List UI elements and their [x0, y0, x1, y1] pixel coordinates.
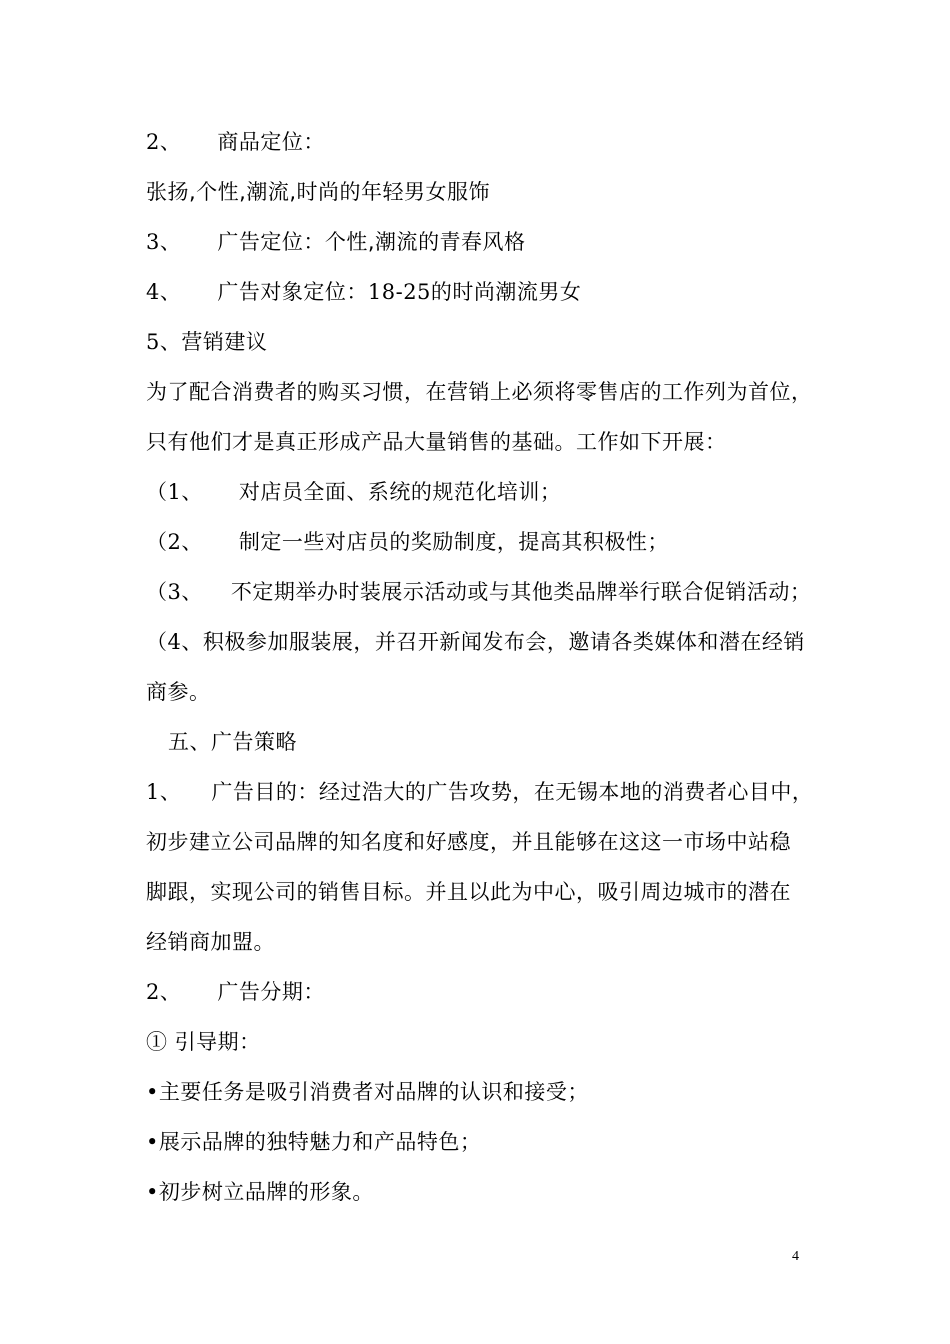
paragraph-text: 张扬,个性,潮流,时尚的年轻男女服饰: [146, 180, 491, 204]
paragraph-text: （4、积极参加服装展，并召开新闻发布会，邀请各类媒体和潜在经销: [146, 630, 805, 654]
list-number: 1、: [146, 780, 182, 804]
line-marketing-item-3: [146, 578, 811, 606]
paragraph-text-emphasis: 个性,潮流: [324, 230, 419, 254]
line-ad-phases: [146, 978, 325, 1006]
paragraph-text: 对店员全面、系统的规范化培训；: [238, 480, 562, 504]
line-marketing-para-2: [146, 428, 727, 456]
line-marketing-para-1: [146, 378, 813, 406]
list-number: 2、: [146, 130, 182, 154]
line-ad-positioning: [146, 228, 526, 256]
paragraph-text: 为了配合消费者的购买习惯，在营销上必须将零售店的工作列为首位，: [146, 380, 813, 404]
paragraph-text: 广告定位：: [217, 230, 325, 254]
paragraph-text: •初步树立品牌的形象。: [146, 1180, 374, 1204]
paragraph-text: •主要任务是吸引消费者对品牌的认识和接受；: [146, 1080, 589, 1104]
line-ad-target: [146, 278, 581, 306]
line-ad-purpose-cont-2: [146, 878, 791, 906]
paragraph-text: 商品定位：: [217, 130, 325, 154]
paragraph-text: ① 引导期：: [146, 1030, 261, 1054]
paragraph-text: 经销商加盟。: [146, 930, 275, 954]
line-marketing-item-1: [146, 478, 561, 506]
line-ad-strategy-heading: [168, 728, 297, 756]
list-number: 3、: [146, 230, 182, 254]
line-marketing-item-4-cont: [146, 678, 211, 706]
list-number: 4、: [146, 280, 182, 304]
line-ad-purpose-cont-1: [146, 828, 791, 856]
paragraph-text: 制定一些对店员的奖励制度，提高其积极性；: [238, 530, 669, 554]
line-product-positioning: [146, 128, 325, 156]
line-ad-purpose: [146, 778, 813, 806]
line-bullet-3: [146, 1178, 374, 1206]
line-guidance-phase: [146, 1028, 261, 1056]
section-heading: 5、营销建议: [146, 330, 268, 354]
list-number: （2、: [146, 530, 203, 554]
line-marketing-item-2: [146, 528, 669, 556]
line-marketing-heading: [146, 328, 267, 356]
line-product-description: [146, 178, 490, 206]
paragraph-text: 脚跟，实现公司的销售目标。并且以此为中心，吸引周边城市的潜在: [146, 880, 791, 904]
paragraph-text: 初步建立公司品牌的知名度和好感度，并且能够在这这一市场中站稳: [146, 830, 791, 854]
paragraph-text: •展示品牌的独特魅力和产品特色；: [146, 1130, 482, 1154]
line-marketing-item-4: [146, 628, 805, 656]
list-number: （3、: [146, 580, 203, 604]
line-bullet-2: [146, 1128, 481, 1156]
paragraph-text: 只有他们才是真正形成产品大量销售的基础。工作如下开展：: [146, 430, 727, 454]
paragraph-text: 广告目的：经过浩大的广告攻势，在无锡本地的消费者心目中，: [211, 780, 814, 804]
paragraph-text: 广告对象定位：18-25的时尚潮流男女: [217, 280, 582, 304]
page-number: 4: [792, 1249, 799, 1264]
section-heading: 五、广告策略: [168, 730, 297, 754]
paragraph-text: 不定期举办时装展示活动或与其他类品牌举行联合促销活动；: [230, 580, 812, 604]
list-number: （1、: [146, 480, 203, 504]
list-number: 2、: [146, 980, 182, 1004]
paragraph-text: 商参。: [146, 680, 211, 704]
line-ad-purpose-cont-3: [146, 928, 275, 956]
paragraph-text: 的青春风格: [418, 230, 526, 254]
line-bullet-1: [146, 1078, 589, 1106]
paragraph-text: 广告分期：: [217, 980, 325, 1004]
